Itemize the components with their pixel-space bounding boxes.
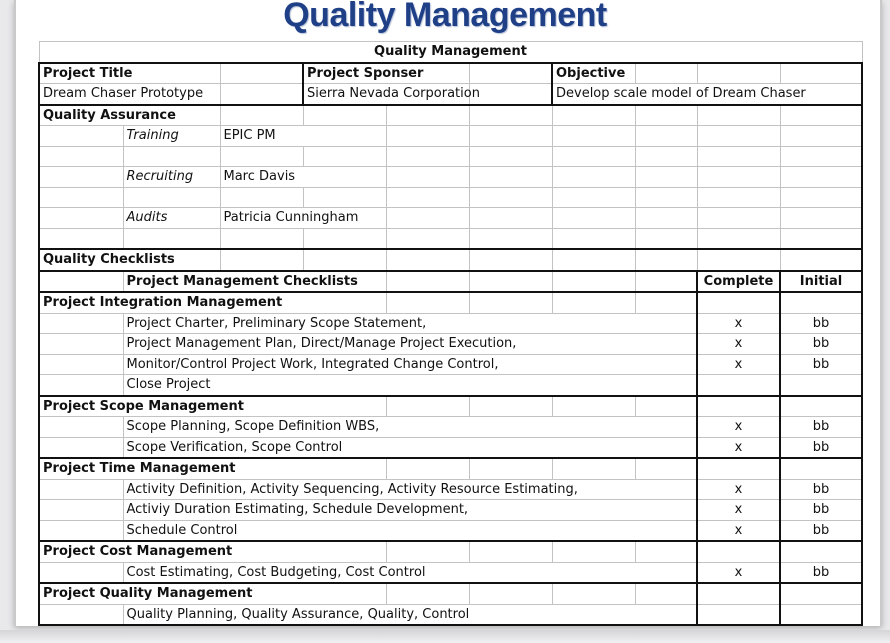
checklist-item-row xyxy=(39,375,862,396)
slide-title: Quality Management xyxy=(283,0,607,34)
checklist-initial: bb xyxy=(780,334,862,355)
checklist-initial xyxy=(780,375,862,396)
assurance-item xyxy=(39,126,862,147)
assurance-person: EPIC PM xyxy=(220,126,303,147)
checklist-item-row xyxy=(39,500,862,521)
initial-header: Initial xyxy=(780,271,862,293)
checklist-item-text: Cost Estimating, Cost Budgeting, Cost Control xyxy=(123,562,220,583)
project-labels-row xyxy=(39,63,862,84)
checklist-complete-mark: x xyxy=(697,354,780,375)
project-title-value: Dream Chaser Prototype xyxy=(39,84,123,105)
assurance-role: Recruiting xyxy=(123,167,220,188)
checklist-item-text: Scope Verification, Scope Control xyxy=(123,437,220,458)
assurance-item xyxy=(39,208,862,229)
checklist-complete-mark: x xyxy=(697,437,780,458)
sheet-header-row xyxy=(39,42,862,63)
checklist-group-row xyxy=(39,458,862,479)
checklist-complete-mark: x xyxy=(697,313,780,334)
checklist-complete-mark: x xyxy=(697,479,780,500)
checklist-item-row xyxy=(39,313,862,334)
objective-label: Objective xyxy=(552,63,635,84)
quality-assurance-label: Quality Assurance xyxy=(39,105,220,126)
checklist-group-name: Project Integration Management xyxy=(39,292,386,313)
checklist-item-text: Quality Planning, Quality Assurance, Quality, Control xyxy=(123,604,220,625)
checklist-group-name: Project Quality Management xyxy=(39,583,386,604)
checklist-initial: bb xyxy=(780,437,862,458)
checklist-item-text: Activiy Duration Estimating, Schedule Development, xyxy=(123,500,220,521)
assurance-item xyxy=(39,167,862,188)
checklist-complete-mark: x xyxy=(697,334,780,355)
assurance-person: Marc Davis xyxy=(220,167,303,188)
quality-assurance-row xyxy=(39,105,862,126)
checklist-item-row xyxy=(39,520,862,541)
sheet-header: Quality Management xyxy=(39,42,862,63)
checklist-group-name: Project Scope Management xyxy=(39,396,386,417)
checklist-item-row xyxy=(39,562,862,583)
checklist-item-row xyxy=(39,334,862,355)
checklist-group-row xyxy=(39,396,862,417)
checklist-group-row xyxy=(39,292,862,313)
quality-checklists-row xyxy=(39,249,862,271)
checklist-item-text: Project Management Plan, Direct/Manage Project Execution, xyxy=(123,334,220,355)
assurance-role: Training xyxy=(123,126,220,147)
checklist-group-name: Project Time Management xyxy=(39,458,386,479)
checklist-initial: bb xyxy=(780,417,862,438)
checklist-group-row xyxy=(39,541,862,562)
checklist-item-text: Scope Planning, Scope Definition WBS, xyxy=(123,417,220,438)
project-sponsor-value: Sierra Nevada Corporation xyxy=(303,84,386,105)
checklist-initial: bb xyxy=(780,479,862,500)
checklist-item-text: Schedule Control xyxy=(123,520,220,541)
project-sponsor-label: Project Sponser xyxy=(303,63,386,84)
checklist-item-text: Monitor/Control Project Work, Integrated Change Control, xyxy=(123,354,220,375)
checklist-initial: bb xyxy=(780,313,862,334)
assurance-spacer xyxy=(39,146,862,167)
checklist-item-row xyxy=(39,417,862,438)
checklist-initial: bb xyxy=(780,354,862,375)
checklist-complete-mark: x xyxy=(697,520,780,541)
checklist-item-row xyxy=(39,437,862,458)
slide-bottom-edge xyxy=(0,630,890,643)
checklist-item-row xyxy=(39,604,862,625)
assurance-person: Patricia Cunningham xyxy=(220,208,303,229)
checklist-initial: bb xyxy=(780,562,862,583)
checklist-initial: bb xyxy=(780,500,862,521)
checklist-complete-mark: x xyxy=(697,562,780,583)
checklist-item-row xyxy=(39,479,862,500)
checklist-group-row xyxy=(39,583,862,604)
checklist-initial: bb xyxy=(780,520,862,541)
checklist-item-text: Project Charter, Preliminary Scope Statement, xyxy=(123,313,220,334)
assurance-spacer xyxy=(39,228,862,249)
project-title-label: Project Title xyxy=(39,63,123,84)
checklist-header-row xyxy=(39,271,862,293)
assurance-role: Audits xyxy=(123,208,220,229)
checklist-complete-mark: x xyxy=(697,417,780,438)
project-values-row xyxy=(39,84,862,105)
checklist-item-row xyxy=(39,354,862,375)
complete-header: Complete xyxy=(697,271,780,293)
checklist-complete-mark xyxy=(697,375,780,396)
checklist-initial xyxy=(780,604,862,625)
checklist-item-text: Activity Definition, Activity Sequencing, Activity Resource Estimating, xyxy=(123,479,220,500)
pm-checklists-header: Project Management Checklists xyxy=(123,271,386,293)
checklist-complete-mark xyxy=(697,604,780,625)
assurance-spacer xyxy=(39,187,862,208)
checklist-group-name: Project Cost Management xyxy=(39,541,386,562)
checklist-item-text: Close Project xyxy=(123,375,220,396)
checklist-complete-mark: x xyxy=(697,500,780,521)
quality-checklists-label: Quality Checklists xyxy=(39,249,220,271)
objective-value: Develop scale model of Dream Chaser xyxy=(552,84,635,105)
quality-management-sheet xyxy=(38,41,863,626)
